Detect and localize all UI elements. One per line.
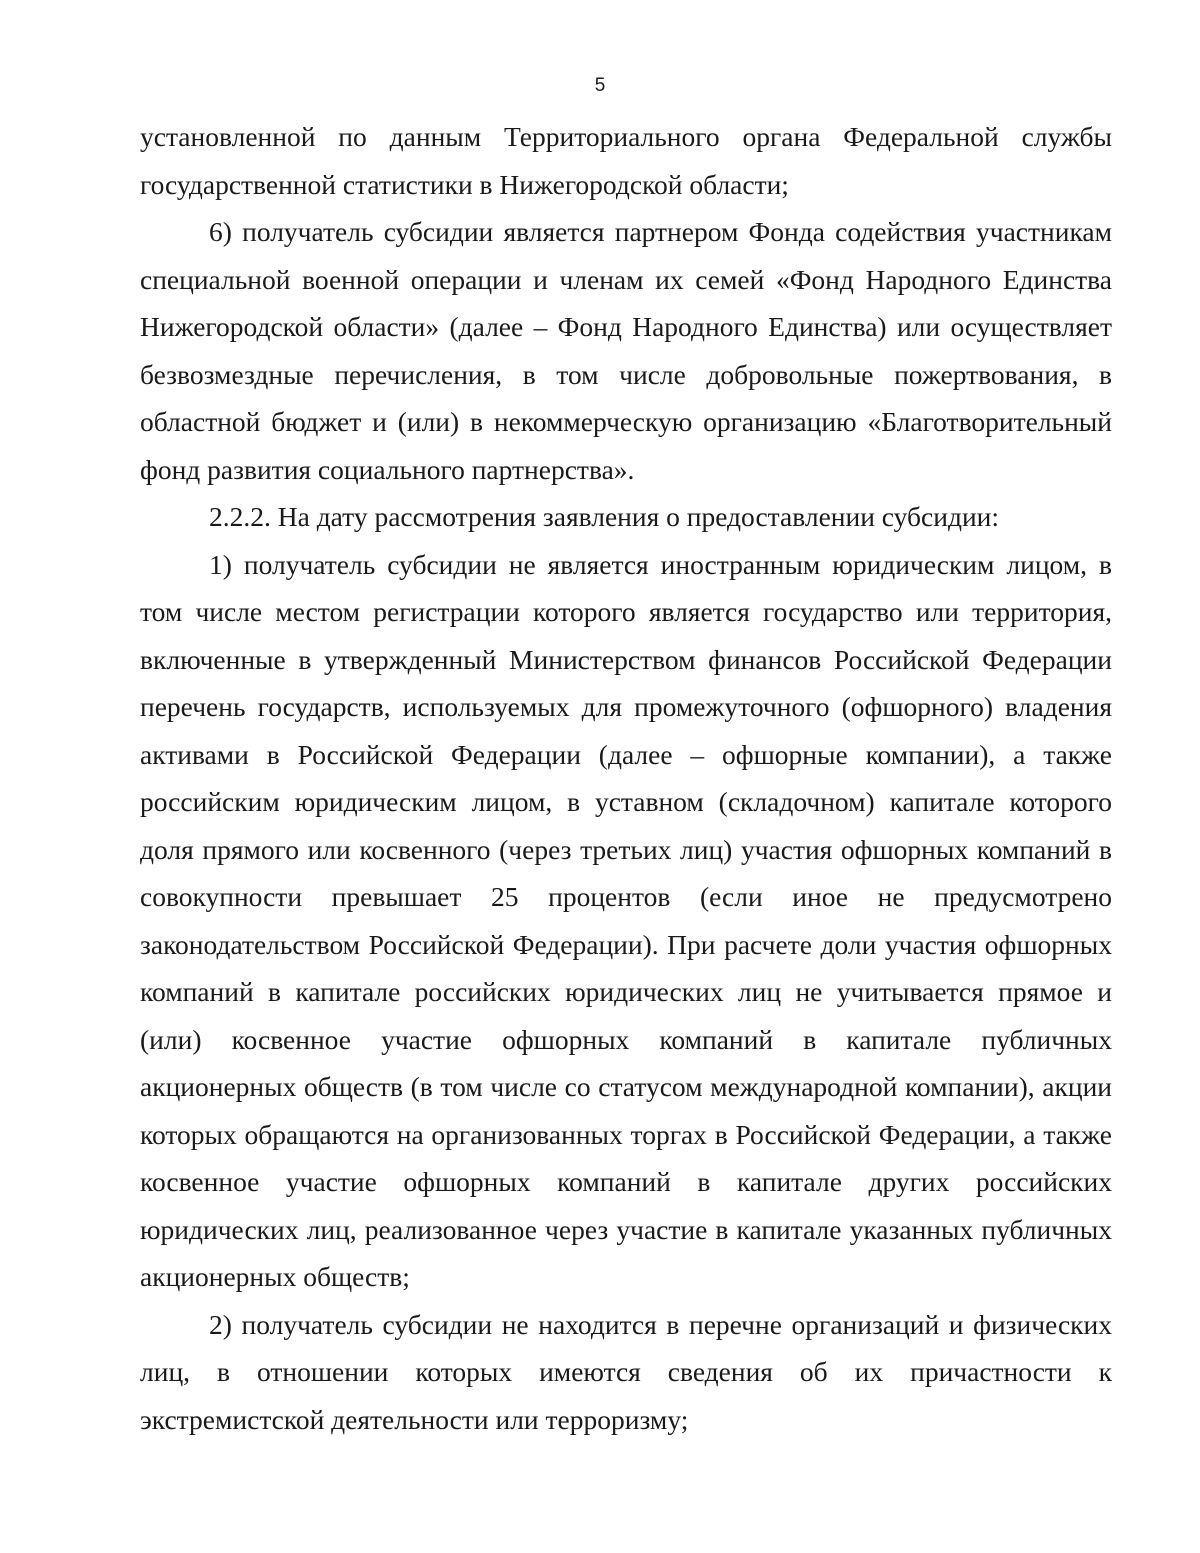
paragraph-item-6: 6) получатель субсидии является партнером Фонда содействия участникам специальной военной операции и членам их семей «Фонд Народного Единства Нижегородской области» (далее – Фонд Народного Единства) или осуществляет безвозмездные перечисления, в том числе добровольные пожертвования, в областной бюджет и (или) в некоммерческую организацию «Благотворительный фонд развития социального партнерства». [140, 216, 1112, 485]
document-body [140, 113, 1112, 1443]
paragraph-item-1: 1) получатель субсидии не является иностранным юридическим лицом, в том числе местом регистрации которого является государство или территория, включенные в утвержденный Министерством финансов Российской Федерации перечень государств, используемых для промежуточного (офшорного) владения активами в Российской Федерации (далее – офшорные компании), а также российским юридическим лицом, в уставном (складочном) капитале которого доля прямого или косвенного (через третьих лиц) участия офшорных компаний в совокупности превышает 25 процентов (если иное не предусмотрено законодательством Российской Федерации). При расчете доли участия офшорных компаний в капитале российских юридических лиц не учитывается прямое и (или) косвенное участие офшорных компаний в капитале публичных акционерных обществ (в том числе со статусом международной компании), акции которых обращаются на организованных торгах в Российской Федерации, а также косвенное участие офшорных компаний в капитале других российских юридических лиц, реализованное через участие в капитале указанных публичных акционерных обществ; [140, 548, 1112, 1292]
paragraph-continuation: установленной по данным Территориального органа Федеральной службы государственной статистики в Нижегородской области; [140, 121, 1112, 200]
paragraph-item-2: 2) получатель субсидии не находится в перечне организаций и физических лиц, в отношении которых имеются сведения об их причастности к экстремистской деятельности или терроризму; [140, 1308, 1112, 1435]
paragraph-section-2-2-2: 2.2.2. На дату рассмотрения заявления о предоставлении субсидии: [209, 501, 1000, 532]
page-number: 5 [594, 75, 606, 96]
